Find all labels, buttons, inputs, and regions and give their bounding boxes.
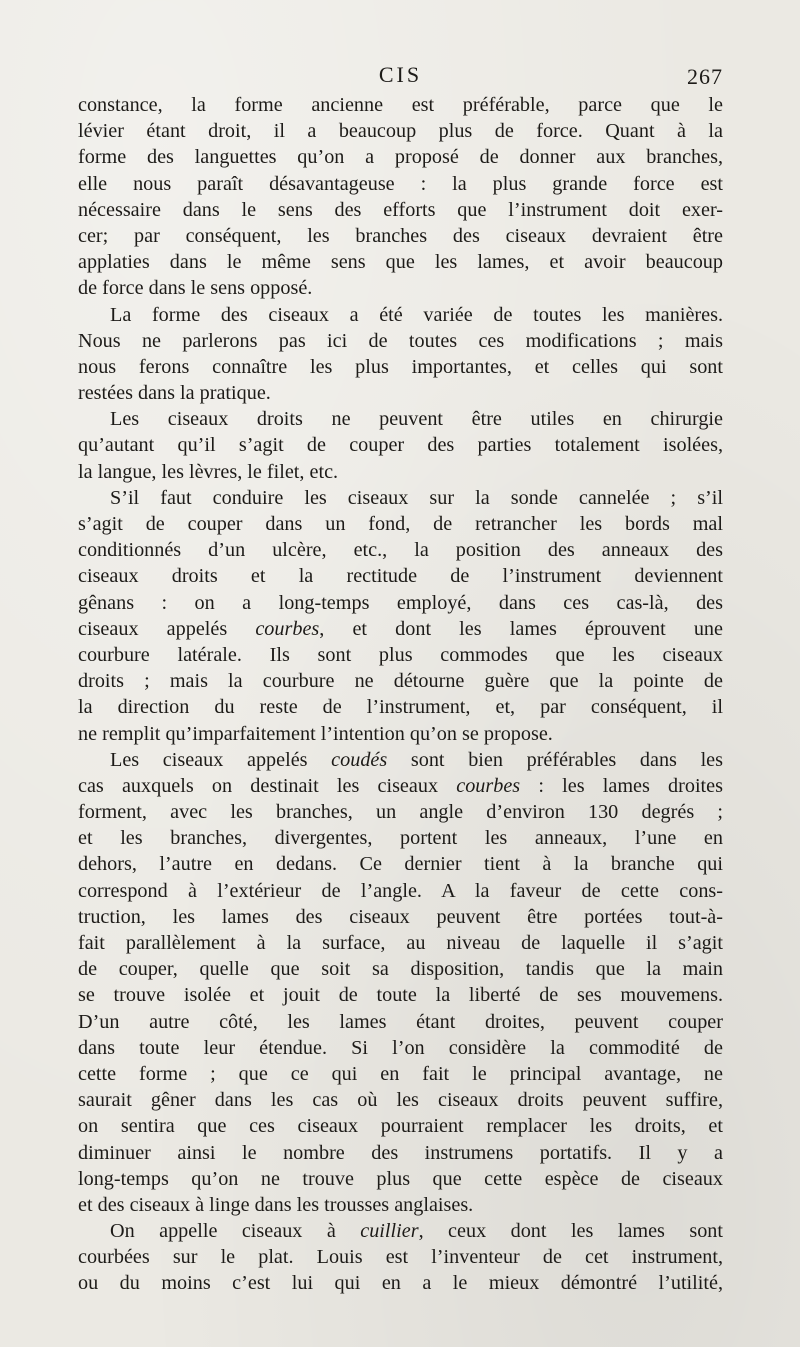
text-line: droits ; mais la courbure ne détourne guère que la pointe de (78, 670, 723, 693)
text-line: fait parallèlement à la surface, au niveau de laquelle il s’agit (78, 932, 723, 954)
text-line: saurait gêner dans les cas où les ciseaux droits peuvent suffire, (78, 1089, 723, 1112)
text-line: nécessaire dans le sens des efforts que l’instrument doit exer- (78, 198, 723, 221)
text-line: cas auxquels on destinait les ciseaux courbes : les lames droites (78, 774, 723, 797)
text-line: de force dans le sens opposé. (78, 277, 313, 300)
text-line: courbure latérale. Ils sont plus commodes que les ciseaux (78, 643, 723, 666)
text-line: ou du moins c’est lui qui en a le mieux démontré l’utilité, (78, 1272, 723, 1295)
text-line: elle nous paraît désavantageuse : la plus grande force est (78, 172, 723, 195)
text-line: Les ciseaux droits ne peuvent être utiles en chirurgie (110, 408, 723, 431)
text-line: et des ciseaux à linge dans les trousses anglaises. (78, 1193, 474, 1216)
text-line: ne remplit qu’imparfaitement l’intention qu’on se propose. (78, 722, 553, 745)
text-line: nous ferons connaître les plus importantes, et celles qui sont (78, 355, 723, 378)
text-line: correspond à l’extérieur de l’angle. A la faveur de cette cons- (78, 879, 723, 902)
text-line: dehors, l’autre en dedans. Ce dernier tient à la branche qui (78, 853, 723, 876)
text-line: ciseaux droits et la rectitude de l’instrument deviennent (78, 565, 723, 588)
text-line: La forme des ciseaux a été variée de toutes les manières. (110, 303, 723, 326)
text-line: truction, les lames des ciseaux peuvent être portées tout-à- (78, 905, 723, 928)
text-line: forme des languettes qu’on a proposé de donner aux branches, (78, 146, 723, 169)
text-line: et les branches, divergentes, portent les anneaux, l’une en (78, 827, 723, 850)
text-line: restées dans la pratique. (78, 382, 271, 405)
text-line: la direction du reste de l’instrument, et, par conséquent, il (78, 696, 723, 719)
text-line: On appelle ciseaux à cuillier, ceux dont les lames sont (110, 1220, 724, 1243)
text-line: D’un autre côté, les lames étant droites, peuvent couper (78, 1010, 723, 1033)
text-line: gênans : on a long-temps employé, dans ces cas-là, des (78, 591, 723, 614)
text-line: cette forme ; que ce qui en fait le principal avantage, ne (78, 1062, 723, 1085)
text-line: s’agit de couper dans un fond, de retrancher les bords mal (78, 513, 723, 535)
text-line: dans toute leur étendue. Si l’on considère la commodité de (78, 1036, 723, 1059)
text-line: long-temps qu’on ne trouve plus que cette espèce de ciseaux (78, 1167, 723, 1190)
running-head: CIS (378, 62, 423, 87)
text-line: Nous ne parlerons pas ici de toutes ces modifications ; mais (78, 329, 723, 352)
body-text (78, 92, 723, 1297)
text-line: applaties dans le même sens que les lames, et avoir beaucoup (78, 251, 723, 274)
text-line: diminuer ainsi le nombre des instrumens portatifs. Il y a (78, 1141, 723, 1164)
text-line: la langue, les lèvres, le filet, etc. (78, 460, 339, 483)
text-line: qu’autant qu’il s’agit de couper des parties totalement isolées, (78, 434, 723, 457)
text-line: ciseaux appelés courbes, et dont les lames éprouvent une (78, 617, 723, 640)
text-line: forment, avec les branches, un angle d’environ 130 degrés ; (78, 801, 723, 824)
text-line: conditionnés d’un ulcère, etc., la position des anneaux des (78, 539, 723, 562)
text-line: constance, la forme ancienne est préférable, parce que le (78, 94, 723, 116)
text-line: se trouve isolée et jouit de toute la liberté de ses mouvemens. (78, 984, 723, 1007)
text-line: on sentira que ces ciseaux pourraient remplacer les droits, et (78, 1115, 723, 1138)
text-line: Les ciseaux appelés coudés sont bien préférables dans les (110, 748, 723, 771)
text-line: courbées sur le plat. Louis est l’inventeur de cet instrument, (78, 1246, 723, 1269)
text-line: lévier étant droit, il a beaucoup plus de force. Quant à la (78, 120, 723, 143)
text-line: cer; par conséquent, les branches des ciseaux devraient être (78, 224, 723, 247)
page-header (78, 62, 723, 92)
page-number: 267 (687, 64, 723, 89)
text-line: de couper, quelle que soit sa disposition, tandis que la main (78, 958, 723, 981)
text-line: S’il faut conduire les ciseaux sur la sonde cannelée ; s’il (110, 486, 723, 509)
